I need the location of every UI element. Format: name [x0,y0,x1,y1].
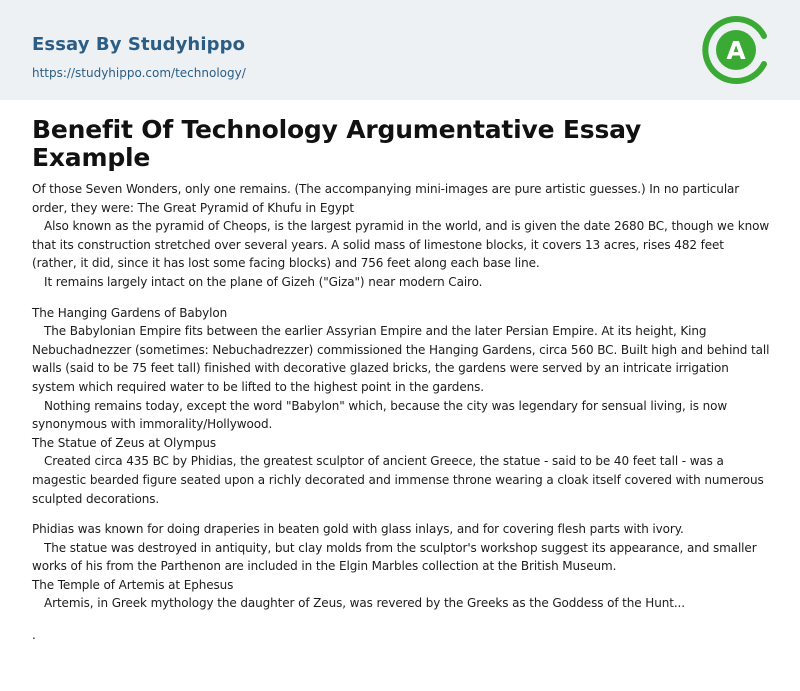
paragraph-gardens-description: The Babylonian Empire fits between the earlier Assyrian Empire and the later Persian Empire. At its height, King Nebuchadnezzer (sometimes: Nebuchadrezzer) commissioned the Hanging Gardens, circa 560 BC. Built high and behind tall walls (said to be 75 feet tall) finished with decorative glazed bricks, the gardens were served by an intricate irrigation system which required water to be lifted to the highest point in the gardens. [32,324,770,394]
trailing-dot: . [32,628,36,642]
paragraph-intro: Of those Seven Wonders, only one remains. (The accompanying mini-images are pure artistic guesses.) In no particular order, they were: The Great Pyramid of Khufu in Egypt [32,182,740,215]
essay-body [32,180,772,613]
section-heading-statue-of-zeus: The Statue of Zeus at Olympus [32,435,216,450]
spacer [32,292,772,304]
logo-letter: A [726,36,746,65]
section-heading-hanging-gardens: The Hanging Gardens of Babylon [32,305,228,320]
paragraph-gardens-remains: Nothing remains today, except the word "Babylon" which, because the city was legendary for sensual living, is now synonymous with immorality/Hollywood. [32,398,728,432]
paragraph-pyramid-location: It remains largely intact on the plane of Gizeh ("Giza") near modern Cairo. [44,274,483,289]
page-title: Benefit Of Technology Argumentative Essay Example [32,115,642,172]
site-header [0,0,800,100]
paragraph-zeus-description: Created circa 435 BC by Phidias, the greatest sculptor of ancient Greece, the statue - said to be 40 feet tall - was a magestic bearded figure seated upon a richly decorated and immense throne wearing a cloak itself covered with numerous sculpted decorations. [32,454,764,506]
paragraph-statue-destroyed: The statue was destroyed in antiquity, but clay molds from the sculptor's workshop suggest its appearance, and smaller works of his from the Parthenon are included in the Elgin Marbles collection at the British Museum. [32,540,757,574]
paragraph-phidias: Phidias was known for doing draperies in beaten gold with glass inlays, and for covering flesh parts with ivory. [32,522,684,537]
brand-title[interactable]: Essay By Studyhippo [32,34,246,55]
studyhippo-logo-icon[interactable] [700,14,772,86]
paragraph-artemis: Artemis, in Greek mythology the daughter of Zeus, was revered by the Greeks as the Goddess of the Hunt... [44,596,685,611]
section-heading-temple-of-artemis: The Temple of Artemis at Ephesus [32,577,234,592]
source-url-link[interactable]: https://studyhippo.com/technology/ [32,66,246,80]
spacer [32,508,772,520]
paragraph-pyramid-description: Also known as the pyramid of Cheops, is the largest pyramid in the world, and is given the date 2680 BC, though we know that its construction stretched over several years. A solid mass of limestone blocks, it covers 13 acres, rises 482 feet (rather, it did, since it has lost some facing blocks) and 756 feet along each base line. [32,219,770,271]
